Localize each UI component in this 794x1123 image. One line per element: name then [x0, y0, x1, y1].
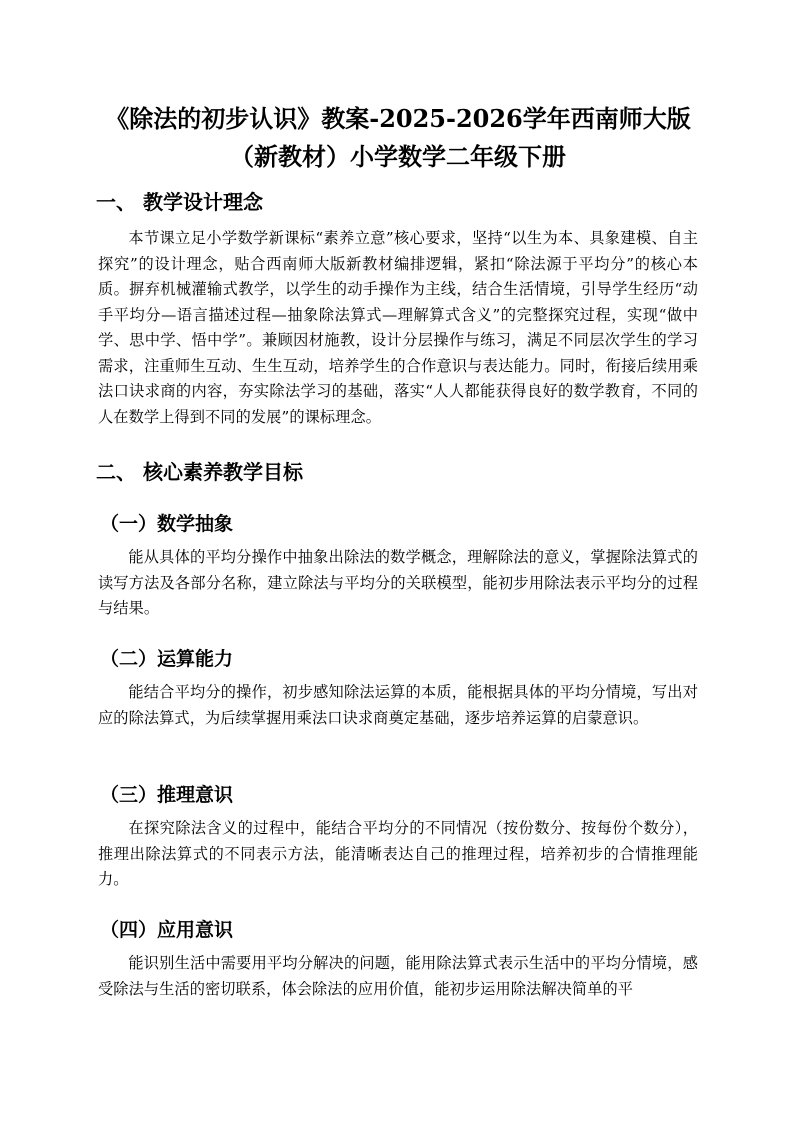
section-heading-core-objectives: 二、 核心素养教学目标 [96, 460, 303, 484]
subsection-paragraph-operation-ability: 能结合平均分的操作，初步感知除法运算的本质，能根据具体的平均分情境，写出对应的除法算式，为后续掌握用乘法口诀求商奠定基础，逐步培养运算的启蒙意识。 [98, 683, 698, 727]
subsection-heading-operation-ability: （二）运算能力 [100, 648, 234, 670]
subsection-heading-reasoning-awareness: （三）推理意识 [100, 784, 234, 806]
subsection-paragraph-application-awareness: 能识别生活中需要用平均分解决的问题，能用除法算式表示生活中的平均分情境，感受除法与生活的密切联系，体会除法的应用价值，能初步运用除法解决简单的平 [98, 954, 698, 998]
section-paragraph-design-concept: 本节课立足小学数学新课标“素养立意”核心要求，坚持“以生为本、具象建模、自主探究”的设计理念，贴合西南师大版新教材编排逻辑，紧扣“除法源于平均分”的核心本质。摒弃机械灌输式教学，以学生的动手操作为主线，结合生活情境，引导学生经历“动手平均分—语言描述过程—抽象除法算式—理解算式含义”的完整探究过程，实现“做中学、思中学、悟中学”。兼顾因材施教，设计分层操作与练习，满足不同层次学生的学习需求，注重师生互动、生生互动，培养学生的合作意识与表达能力。同时，衔接后续用乘法口诀求商的内容，夯实除法学习的基础，落实“人人都能获得良好的数学教育，不同的人在数学上得到不同的发展”的课标理念。 [98, 229, 698, 426]
section-heading-design-concept: 一、 教学设计理念 [96, 190, 263, 214]
subsection-heading-math-abstraction: （一）数学抽象 [100, 513, 234, 535]
document-title: 《除法的初步认识》教案-2025-2026学年西南师大版（新教材）小学数学二年级下册 [105, 104, 691, 171]
subsection-heading-application-awareness: （四）应用意识 [100, 919, 234, 941]
subsection-paragraph-reasoning-awareness: 在探究除法含义的过程中，能结合平均分的不同情况（按份数分、按每份个数分），推理出除法算式的不同表示方法，能清晰表达自己的推理过程，培养初步的合情推理能力。 [98, 819, 698, 888]
subsection-paragraph-math-abstraction: 能从具体的平均分操作中抽象出除法的数学概念，理解除法的意义，掌握除法算式的读写方法及各部分名称，建立除法与平均分的关联模型，能初步用除法表示平均分的过程与结果。 [98, 548, 698, 617]
